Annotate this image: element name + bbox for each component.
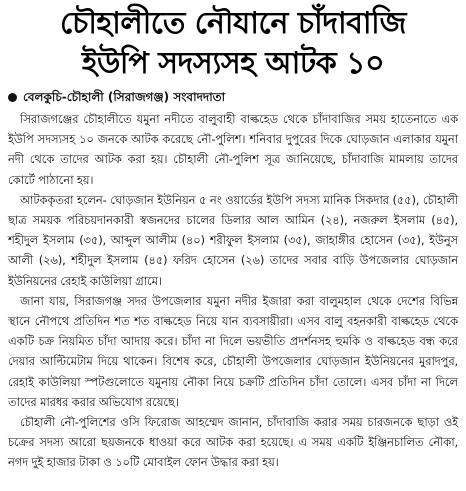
bullet-icon [8,93,17,102]
paragraph-2: আটককৃতরা হলেন- ঘোড়জান ইউনিয়ন ৫ নং ওয়ার্ডের ইউপি সদস্য মানিক সিকদার (৫৫), চৌহালী ছাত্র সময়ক পরিচয়দানকারী স্বজনদের চালের ডিলার আল আমিন (২৪), নজরুল ইসলাম (৪৫), শহীদুল ইসলাম (৩৫), আব্দুল আলীম (৪০) শরীফুল ইসলাম (৩৫), জাহাঙ্গীর হোসেন (৩৫), ইউনুস আলী (২৬), শহীদুল ইসলাম (৪৫) ফরিদ হোসেন (২৬) তাদের সবার বাড়ি উপজেলার ঘোড়জান ইউনিয়নের রেহাই কাউলিয়া গ্রামে। [8,192,458,288]
paragraph-1: সিরাজগঞ্জের চৌহালীতে যমুনা নদীতে বালুবাহী বাল্কহেড থেকে চাঁদাবাজির সময় হাতেনাতে এক ইউপি সদস্যসহ ১০ জনকে আটক করেছে নৌ-পুলিশ। শনিবার দুপুরের দিকে ঘোড়জান এলাকার যমুনা নদী থেকে তাদের আটক করা হয়। চৌহালী নৌ-পুলিশ সূত্র জানিয়েছে, চাঁদাবাজি মামলায় তাদের কোর্টে পাঠানো হয়। [8,112,458,187]
article-body [8,109,458,473]
paragraph-3: জানা যায়, সিরাজগঞ্জ সদর উপজেলার যমুনা নদীর ইজারা করা বালুমহাল থেকে দেশের বিভিন্ন স্থানে নৌপথে প্রতিদিন শত শত বাল্কহেড নিয়ে যান ব্যবসায়ীরা। এসব বালু বহনকারী বাল্কহেড থেকে একটি চক্র নিয়মিত চাঁদা আদায় করে। চাঁদা না দিলে ভয়ভীতি প্রদর্শনসহ হুমকি ও বাল্কহেড বন্ধ করে দেয়ার আল্টিমেটাম দিয়ে থাকেন। বিশেষ করে, চৌহালী উপজেলার ঘোড়জান ইউনিয়নের মুরাদপুর, রেহাই কাউলিয়া স্পটগুলোতে যমুনায় নৌকা নিয়ে চক্রটি প্রতিদিন চাঁদা তোলে। এসব চাঁদা না দিলে তাদের মারধর করার অভিযোগ রয়েছে। [8,293,458,409]
byline [8,88,458,106]
headline [8,4,458,84]
headline-line-2: ইউপি সদস্যসহ আটক ১০ [81,46,385,81]
paragraph-4: চৌহালী নৌ-পুলিশের ওসি ফিরোজ আহম্মেদ জানান, চাঁদাবাজি করার সময় চারজনকে ছাড়া ওই চক্রের সদস্য আরো ছয়জনকে ধাওয়া করে আটক করা হয়েছে। এ সময় একটি ইঞ্জিনচালিত নৌকা, নগদ দুই হাজার টাকা ও ১০টি মোবাইল ফোন উদ্ধার করা হয়। [8,415,458,470]
byline-text: বেলকুচি-চৌহালী (সিরাজগঞ্জ) সংবাদদাতা [23,90,226,104]
headline-line-1: চৌহালীতে নৌযানে চাঁদাবাজি [59,6,407,41]
